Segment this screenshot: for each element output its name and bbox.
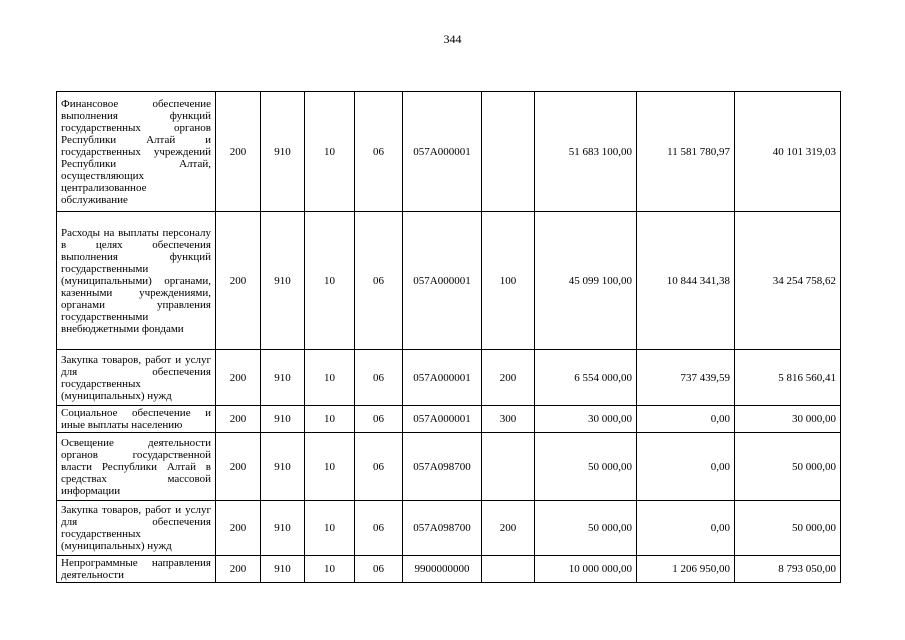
row-name-cell: Освещение деятельности органов государственной власти Республики Алтай в средствах массовой информации bbox=[57, 433, 216, 501]
row-name-cell: Расходы на выплаты персоналу в целях обеспечения выполнения функций государственными (муниципальными) органами, казенными учреждениями, органами управления государственными внебюджетными фондами bbox=[57, 212, 216, 350]
code-cell bbox=[482, 556, 535, 583]
amount-cell: 8 793 050,00 bbox=[735, 556, 841, 583]
table-body bbox=[57, 92, 841, 583]
amount-cell: 40 101 319,03 bbox=[735, 92, 841, 212]
amount-cell: 737 439,59 bbox=[637, 350, 735, 406]
amount-cell: 50 000,00 bbox=[535, 433, 637, 501]
code-cell: 06 bbox=[355, 433, 403, 501]
code-cell: 10 bbox=[305, 433, 355, 501]
row-name-cell: Социальное обеспечение и иные выплаты населению bbox=[57, 406, 216, 433]
table-row bbox=[57, 350, 841, 406]
code-cell: 057A098700 bbox=[403, 433, 482, 501]
amount-cell: 6 554 000,00 bbox=[535, 350, 637, 406]
table-row bbox=[57, 212, 841, 350]
amount-cell: 10 844 341,38 bbox=[637, 212, 735, 350]
table-row bbox=[57, 433, 841, 501]
amount-cell: 10 000 000,00 bbox=[535, 556, 637, 583]
amount-cell: 50 000,00 bbox=[535, 501, 637, 556]
code-cell: 10 bbox=[305, 350, 355, 406]
amount-cell: 1 206 950,00 bbox=[637, 556, 735, 583]
table-row bbox=[57, 406, 841, 433]
amount-cell: 50 000,00 bbox=[735, 433, 841, 501]
amount-cell: 0,00 bbox=[637, 406, 735, 433]
code-cell: 057A000001 bbox=[403, 406, 482, 433]
row-name-cell: Закупка товаров, работ и услуг для обеспечения государственных (муниципальных) нужд bbox=[57, 501, 216, 556]
amount-cell: 0,00 bbox=[637, 501, 735, 556]
code-cell: 910 bbox=[261, 212, 305, 350]
amount-cell: 30 000,00 bbox=[535, 406, 637, 433]
code-cell: 910 bbox=[261, 92, 305, 212]
amount-cell: 5 816 560,41 bbox=[735, 350, 841, 406]
code-cell: 057A000001 bbox=[403, 350, 482, 406]
amount-cell: 45 099 100,00 bbox=[535, 212, 637, 350]
code-cell: 057A000001 bbox=[403, 212, 482, 350]
code-cell: 200 bbox=[216, 350, 261, 406]
code-cell: 200 bbox=[482, 501, 535, 556]
code-cell: 200 bbox=[216, 433, 261, 501]
code-cell: 9900000000 bbox=[403, 556, 482, 583]
code-cell: 10 bbox=[305, 92, 355, 212]
row-name-cell: Финансовое обеспечение выполнения функций государственных органов Республики Алтай и государственных учреждений Республики Алтай, осуществляющих централизованное обслуживание bbox=[57, 92, 216, 212]
amount-cell: 34 254 758,62 bbox=[735, 212, 841, 350]
amount-cell: 50 000,00 bbox=[735, 501, 841, 556]
code-cell: 200 bbox=[216, 501, 261, 556]
amount-cell: 51 683 100,00 bbox=[535, 92, 637, 212]
code-cell: 10 bbox=[305, 212, 355, 350]
code-cell bbox=[482, 92, 535, 212]
table-row bbox=[57, 556, 841, 583]
code-cell: 06 bbox=[355, 406, 403, 433]
code-cell: 06 bbox=[355, 212, 403, 350]
code-cell: 910 bbox=[261, 406, 305, 433]
code-cell: 057A000001 bbox=[403, 92, 482, 212]
row-name-cell: Закупка товаров, работ и услуг для обеспечения государственных (муниципальных) нужд bbox=[57, 350, 216, 406]
table-row bbox=[57, 92, 841, 212]
row-name-cell: Непрограммные направления деятельности bbox=[57, 556, 216, 583]
table-row bbox=[57, 501, 841, 556]
code-cell: 200 bbox=[216, 92, 261, 212]
code-cell bbox=[482, 433, 535, 501]
code-cell: 057A098700 bbox=[403, 501, 482, 556]
amount-cell: 11 581 780,97 bbox=[637, 92, 735, 212]
code-cell: 200 bbox=[216, 556, 261, 583]
code-cell: 100 bbox=[482, 212, 535, 350]
code-cell: 910 bbox=[261, 433, 305, 501]
code-cell: 10 bbox=[305, 406, 355, 433]
code-cell: 200 bbox=[482, 350, 535, 406]
code-cell: 10 bbox=[305, 556, 355, 583]
code-cell: 06 bbox=[355, 350, 403, 406]
page-number: 344 bbox=[443, 32, 462, 46]
code-cell: 910 bbox=[261, 556, 305, 583]
code-cell: 10 bbox=[305, 501, 355, 556]
amount-cell: 0,00 bbox=[637, 433, 735, 501]
budget-table bbox=[56, 91, 841, 583]
code-cell: 06 bbox=[355, 92, 403, 212]
code-cell: 200 bbox=[216, 212, 261, 350]
code-cell: 06 bbox=[355, 501, 403, 556]
code-cell: 300 bbox=[482, 406, 535, 433]
code-cell: 910 bbox=[261, 501, 305, 556]
code-cell: 200 bbox=[216, 406, 261, 433]
code-cell: 910 bbox=[261, 350, 305, 406]
amount-cell: 30 000,00 bbox=[735, 406, 841, 433]
code-cell: 06 bbox=[355, 556, 403, 583]
